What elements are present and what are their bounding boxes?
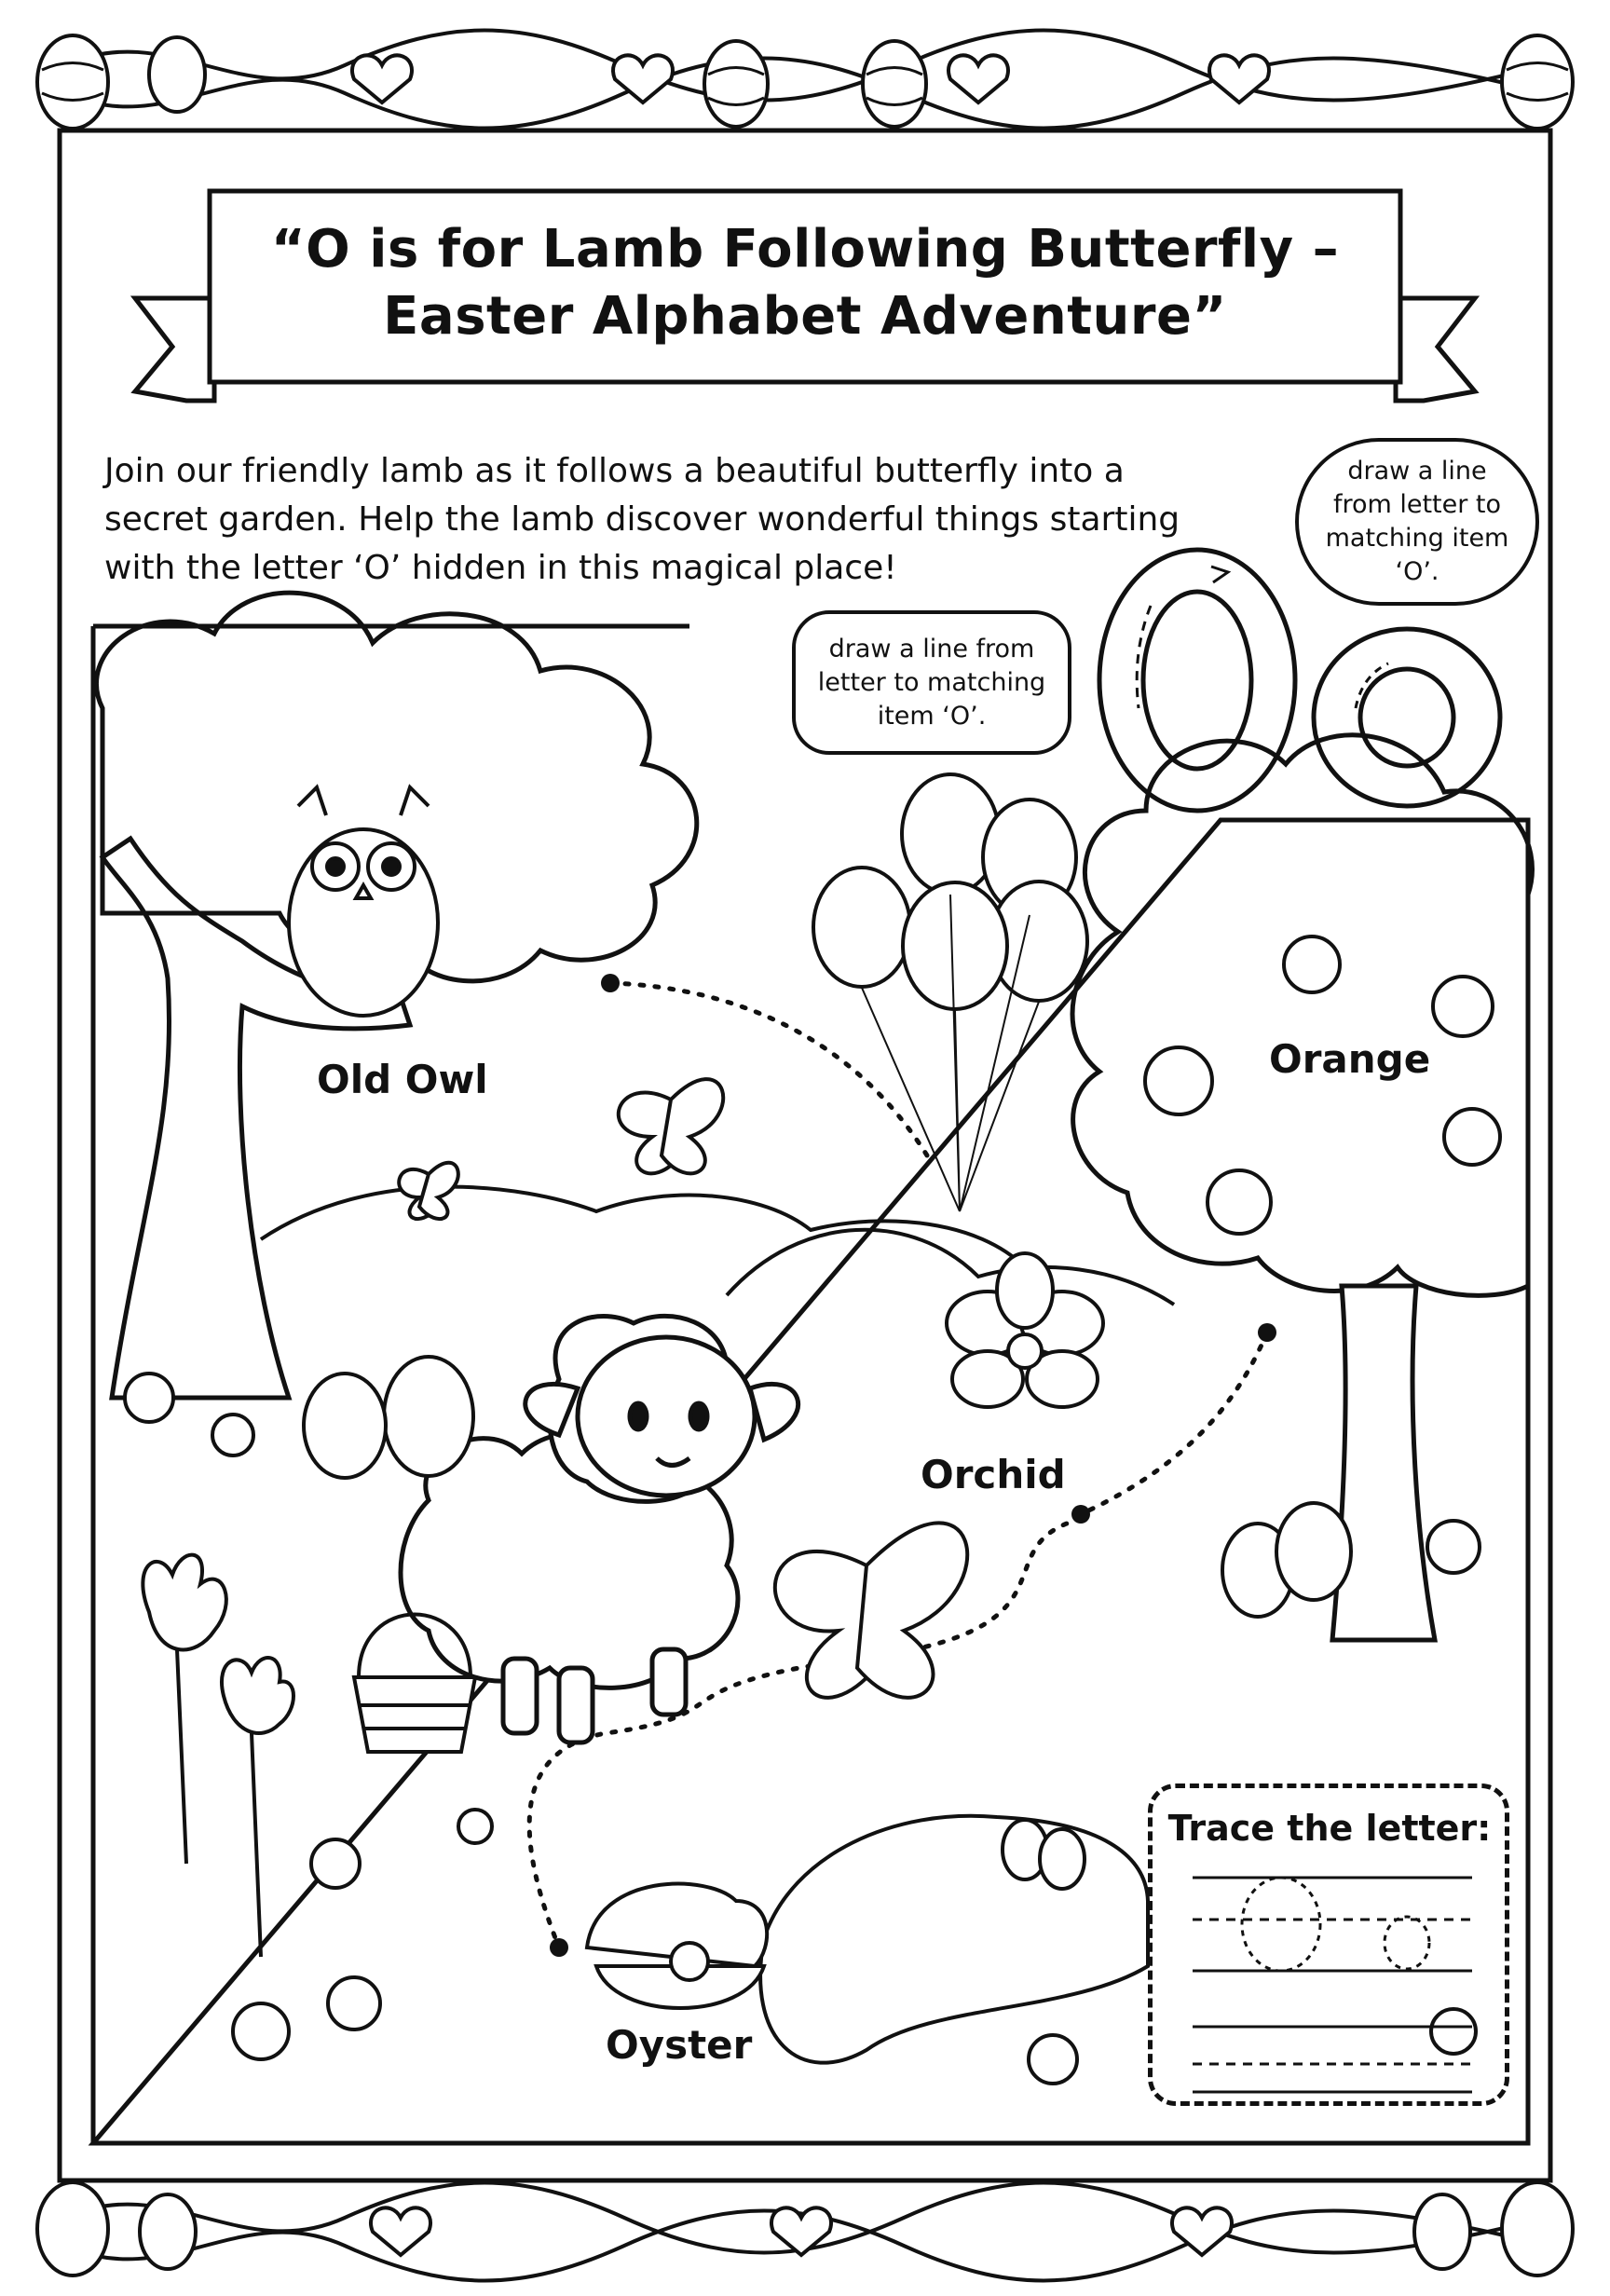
flower-icon — [311, 1839, 360, 1888]
tulip-icon — [222, 1658, 293, 1733]
easter-egg-icon — [149, 37, 205, 112]
easter-egg-icon — [140, 2194, 196, 2269]
heart-icon — [1209, 55, 1269, 102]
flower-icon — [233, 2003, 289, 2059]
easter-egg-icon — [37, 35, 108, 129]
letter-lower-o-icon — [1314, 629, 1500, 806]
top-ribbon-garland — [65, 31, 1547, 129]
flower-icon — [125, 1374, 173, 1422]
label-oyster[interactable]: Oyster — [606, 2022, 753, 2068]
flower-icon — [212, 1414, 253, 1456]
instruction-bubble-right — [1295, 438, 1539, 606]
balloon-icon — [813, 774, 1087, 1211]
owl-icon — [289, 787, 438, 1016]
easter-egg-icon — [1502, 35, 1573, 129]
tulip-icon — [143, 1555, 226, 1650]
instruction-text: draw a line from letter to matching item ‘O’. — [817, 634, 1046, 731]
easter-egg-icon — [1414, 2194, 1470, 2269]
letter-lower — [1398, 708, 1399, 709]
pond-icon — [760, 1816, 1148, 2063]
heart-icon — [771, 2207, 831, 2255]
flower-icon — [1029, 2035, 1077, 2084]
flower-icon — [458, 1810, 492, 1843]
flower-icon — [1427, 1521, 1480, 1573]
basket-icon — [354, 1615, 475, 1753]
easter-egg-icon — [37, 2182, 108, 2276]
orchid-icon — [947, 1253, 1103, 1407]
heart-icon — [371, 2207, 430, 2255]
easter-egg-icon — [704, 41, 768, 127]
flower-icon — [328, 1977, 380, 2030]
instruction-bubble-center — [792, 610, 1071, 755]
title-line-1: “O is for Lamb Following Butterfly – — [270, 219, 1340, 280]
easter-egg-icon — [1502, 2182, 1573, 2276]
letter-upper — [1176, 643, 1177, 644]
trace-title: Trace the letter: — [1167, 1808, 1492, 1849]
heart-icon — [948, 55, 1008, 102]
label-orchid[interactable]: Orchid — [921, 1452, 1066, 1497]
title-line-2: Easter Alphabet Adventure” — [383, 286, 1227, 347]
label-orange[interactable]: Orange — [1269, 1036, 1431, 1082]
easter-egg-icon — [863, 41, 926, 127]
heart-icon — [352, 55, 412, 102]
instruction-text: draw a line from letter to matching item ‘O’. — [1325, 457, 1509, 586]
label-old-owl[interactable]: Old Owl — [317, 1057, 488, 1102]
intro-text: Join our friendly lamb as it follows a beautiful butterfly into a secret garden. Help the lamb discover wonderful things starting with the letter ‘O’ hidden in this magical place! — [104, 452, 1180, 587]
orange-icon — [1145, 936, 1500, 1234]
oyster-icon — [587, 1884, 767, 2008]
